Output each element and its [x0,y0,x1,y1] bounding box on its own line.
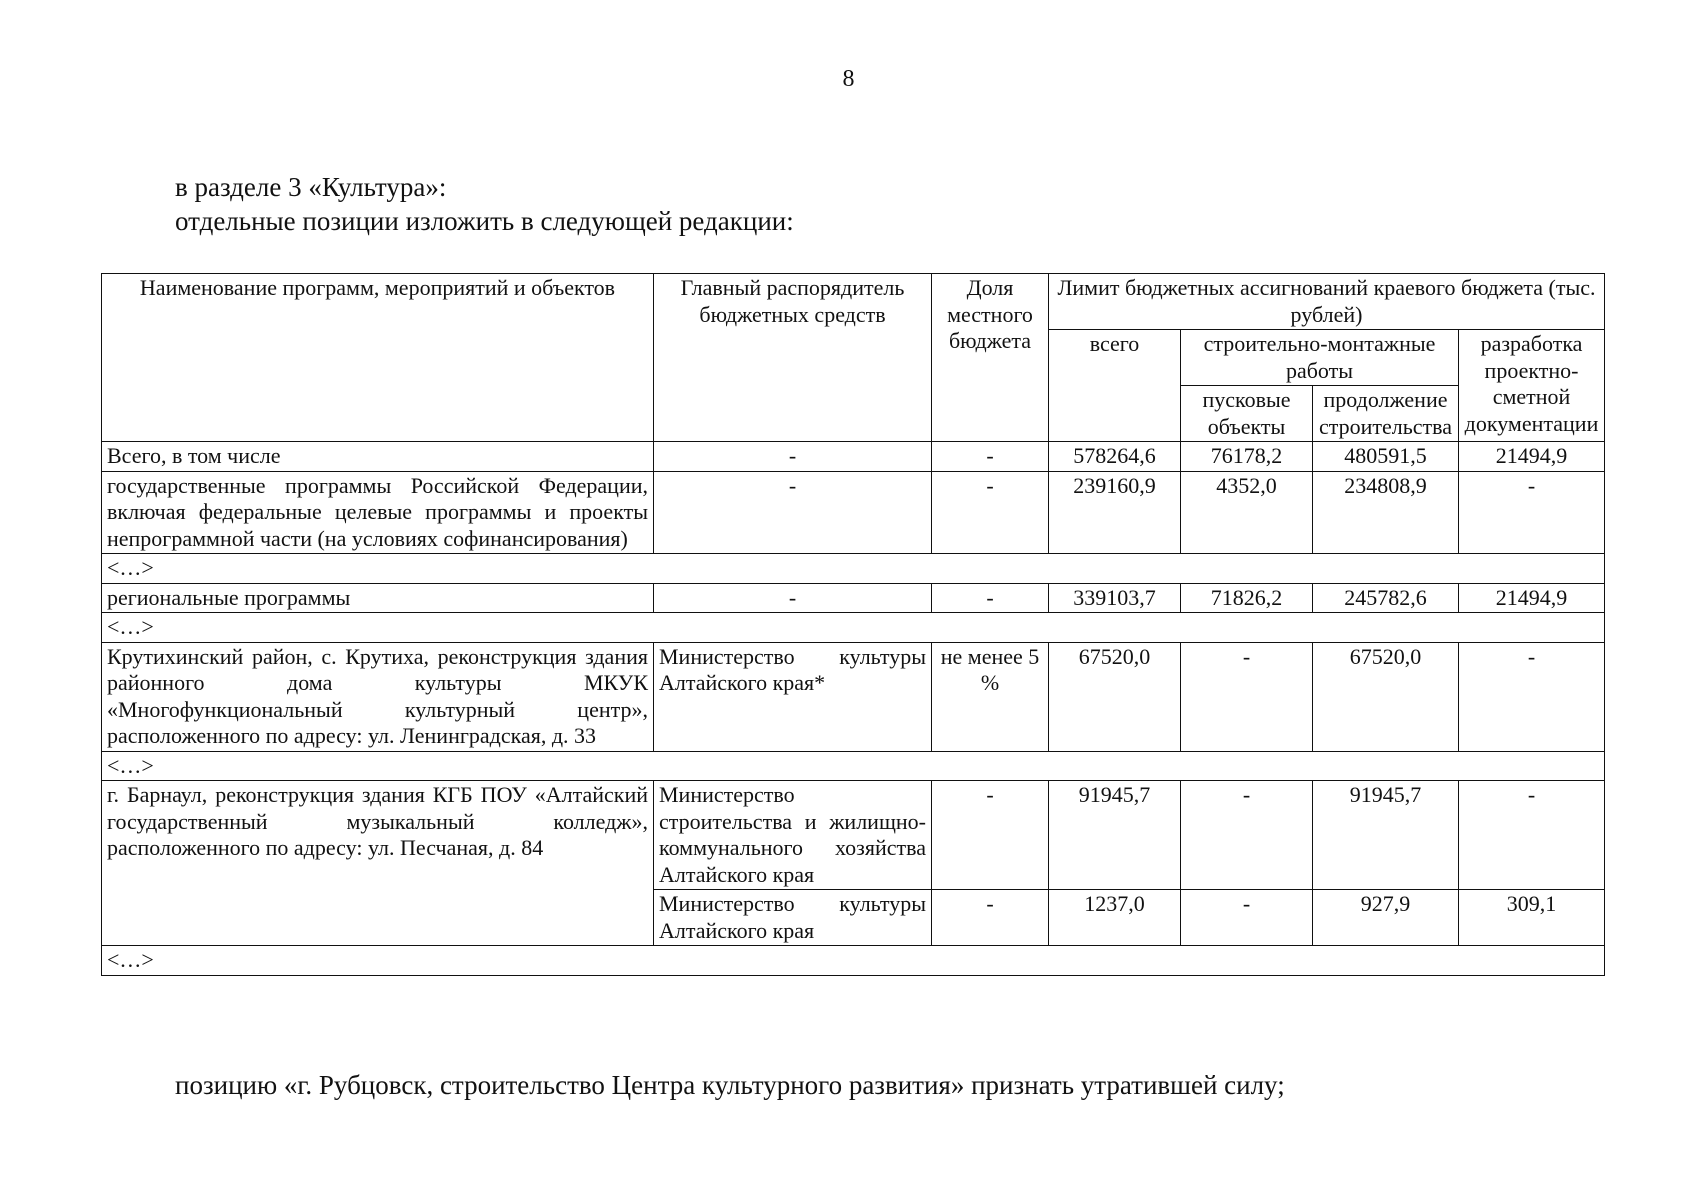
cell-share: - [932,471,1049,554]
cell-design: - [1459,781,1605,890]
table-row-total [102,442,1605,472]
cell-manager: - [654,471,932,554]
page-number: 8 [842,66,855,92]
cell-design: - [1459,471,1605,554]
cell-share: не менее 5 % [932,642,1049,751]
table-row-regional [102,583,1605,613]
cell-manager: Министерство культуры Алтайского края [654,890,932,946]
cell-share: - [932,890,1049,946]
intro-line-instruction: отдельные позиции изложить в следующей редакции: [175,206,794,236]
cell-name: Всего, в том числе [102,442,654,472]
cell-design: 21494,9 [1459,442,1605,472]
cell-design: - [1459,642,1605,751]
cell-startup: - [1181,642,1313,751]
cell-manager: - [654,442,932,472]
cell-manager: - [654,583,932,613]
header-construction: строительно-монтажные работы [1181,330,1459,386]
cell-startup: - [1181,781,1313,890]
cell-total: 91945,7 [1049,781,1181,890]
cell-design: 21494,9 [1459,583,1605,613]
cell-name: региональные программы [102,583,654,613]
cell-name: г. Барнаул, реконструкция здания КГБ ПОУ «Алтайский государственный музыкальный колледж», расположенного по адресу: ул. Песчаная, д. 84 [102,781,654,946]
header-continuation: продолжение строительства [1313,386,1459,442]
header-total: всего [1049,330,1181,442]
budget-table [101,273,1605,976]
header-startup: пусковые объекты [1181,386,1313,442]
header-local-share: Доля местного бюджета [932,274,1049,442]
cell-continuation: 234808,9 [1313,471,1459,554]
cell-total: 67520,0 [1049,642,1181,751]
table-row-state-programs [102,471,1605,554]
header-design: разработка проектно-сметной документации [1459,330,1605,442]
ellipsis-cell: <…> [102,946,1605,976]
cell-share: - [932,781,1049,890]
intro-text [175,170,794,238]
table-row-barnaul-construction-ministry [102,781,1605,890]
cell-total: 1237,0 [1049,890,1181,946]
cell-manager: Министерство культуры Алтайского края* [654,642,932,751]
cell-continuation: 91945,7 [1313,781,1459,890]
cell-continuation: 67520,0 [1313,642,1459,751]
table-row-ellipsis [102,613,1605,643]
cell-startup: 4352,0 [1181,471,1313,554]
header-name: Наименование программ, мероприятий и объектов [102,274,654,442]
cell-continuation: 480591,5 [1313,442,1459,472]
table-row-krutikha [102,642,1605,751]
cell-total: 239160,9 [1049,471,1181,554]
cell-name: государственные программы Российской Федерации, включая федеральные целевые программы и проекты непрограммной части (на условиях софинансирования) [102,471,654,554]
intro-line-section: в разделе 3 «Культура»: [175,172,447,202]
cell-startup: - [1181,890,1313,946]
cell-total: 339103,7 [1049,583,1181,613]
table-row-ellipsis [102,554,1605,584]
ellipsis-cell: <…> [102,613,1605,643]
cell-continuation: 927,9 [1313,890,1459,946]
ellipsis-cell: <…> [102,554,1605,584]
cell-name: Крутихинский район, с. Крутиха, реконструкция здания районного дома культуры МКУК «Многофункциональный культурный центр», расположенного по адресу: ул. Ленинградская, д. 33 [102,642,654,751]
cell-share: - [932,442,1049,472]
cell-startup: 76178,2 [1181,442,1313,472]
header-row-1 [102,274,1605,330]
cell-startup: 71826,2 [1181,583,1313,613]
header-main-manager: Главный распорядитель бюджетных средств [654,274,932,442]
header-budget-limit: Лимит бюджетных ассигнований краевого бюджета (тыс. рублей) [1049,274,1605,330]
table-row-ellipsis [102,946,1605,976]
ellipsis-cell: <…> [102,751,1605,781]
table-row-ellipsis [102,751,1605,781]
footer-text: позицию «г. Рубцовск, строительство Центра культурного развития» признать утратившей силу; [175,1070,1285,1100]
cell-manager: Министерство строительства и жилищно-коммунального хозяйства Алтайского края [654,781,932,890]
cell-continuation: 245782,6 [1313,583,1459,613]
cell-total: 578264,6 [1049,442,1181,472]
cell-design: 309,1 [1459,890,1605,946]
cell-share: - [932,583,1049,613]
